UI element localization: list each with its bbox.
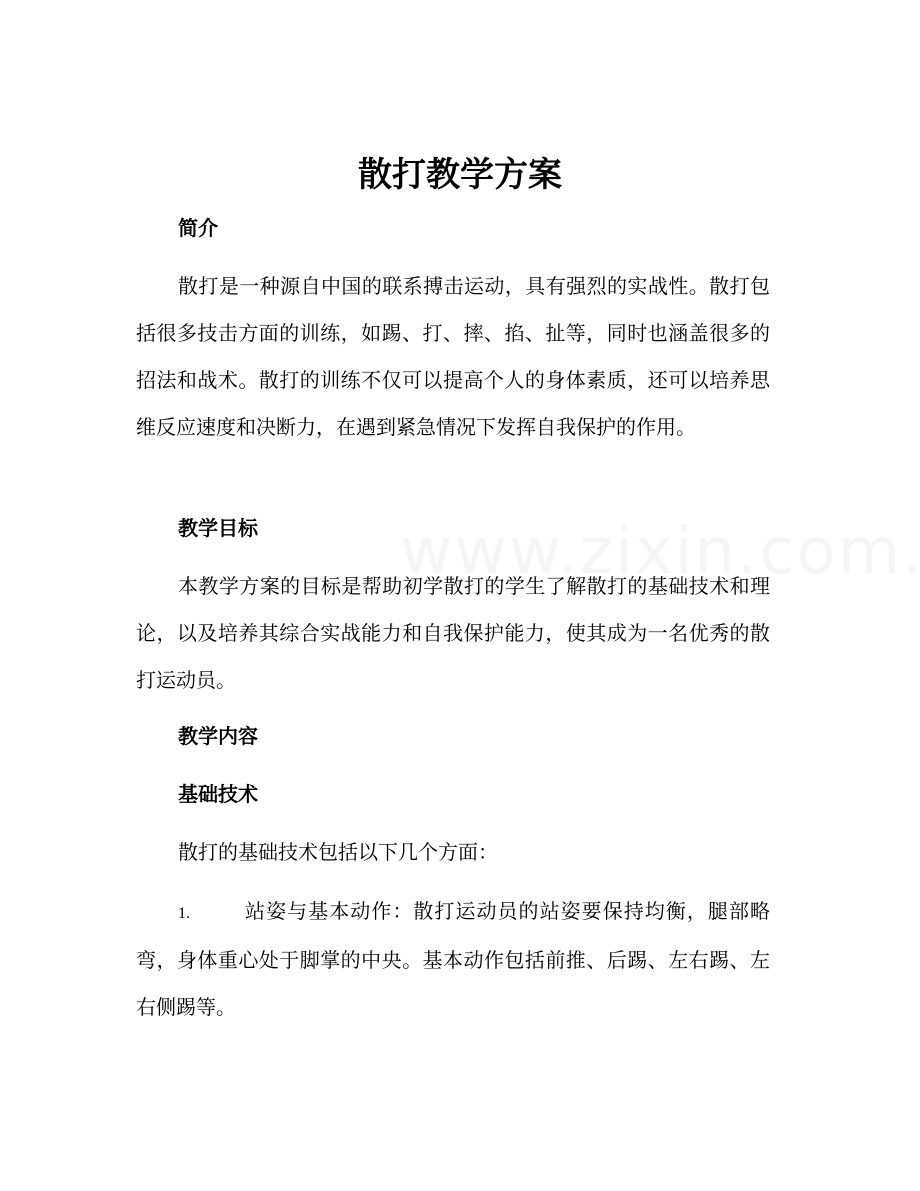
- list-item: [136, 888, 770, 1031]
- document-title: 散打教学方案: [358, 155, 562, 195]
- basics-heading: 基础技术: [178, 782, 258, 806]
- intro-heading: 简介: [178, 216, 218, 240]
- goal-paragraph: 本教学方案的目标是帮助初学散打的学生了解散打的基础技术和理论，以及培养其综合实战能力和自我保护能力，使其成为一名优秀的散打运动员。: [136, 574, 770, 692]
- list-item-number: 1.: [178, 905, 190, 922]
- basics-intro-paragraph: 散打的基础技术包括以下几个方面：: [178, 840, 498, 864]
- content-heading: 教学内容: [178, 724, 258, 748]
- goal-heading: 教学目标: [178, 516, 258, 540]
- list-item-text: 站姿与基本动作：散打运动员的站姿要保持均衡，腿部略弯，身体重心处于脚掌的中央。基本动作包括前推、后踢、左右踢、左右侧踢等。: [136, 899, 770, 1019]
- intro-paragraph: 散打是一种源自中国的联系搏击运动，具有强烈的实战性。散打包括很多技击方面的训练，如踢、打、摔、掐、扯等，同时也涵盖很多的招法和战术。散打的训练不仅可以提高个人的身体素质，还可以培养思维反应速度和决断力，在遇到紧急情况下发挥自我保护的作用。: [136, 274, 770, 439]
